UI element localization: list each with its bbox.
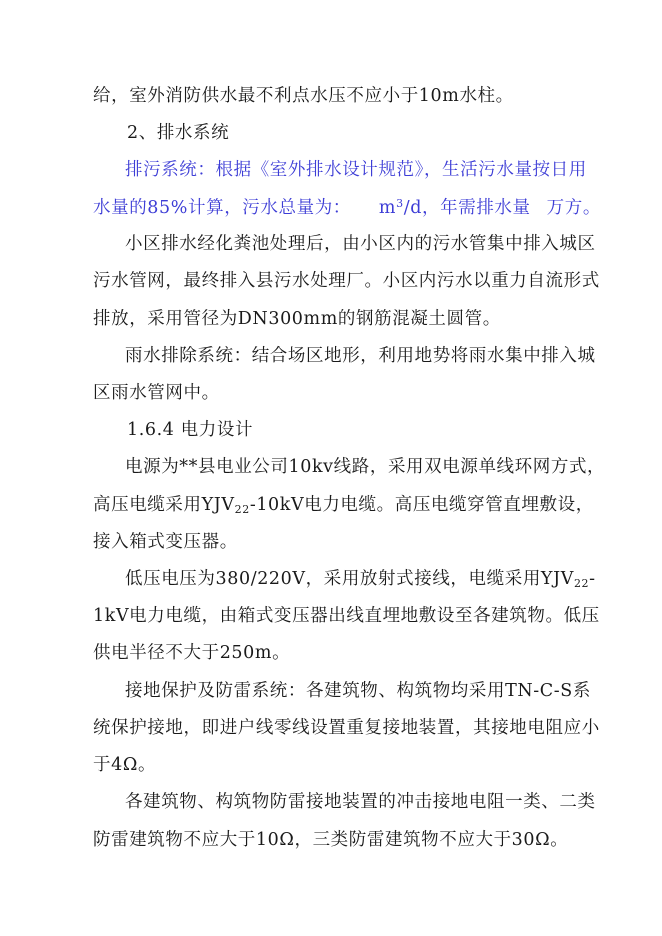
text-line: 污水管网，最终排入县污水处理厂。小区内污水以重力自流形式	[93, 271, 600, 291]
text-line: 水量的85%计算，污水总量为： $m^3/d$，年需排水量 万方。	[93, 197, 601, 218]
text-line: 高压电缆采用$YJV_{22}-10kV$电力电缆。高压电缆穿管直埋敷设，	[93, 495, 594, 516]
text-line: 各建筑物、构筑物防雷接地装置的冲击接地电阻一类、二类	[125, 792, 596, 812]
text-line: 低压电压为380/220V，采用放射式接线，电缆采用$YJV_{22}-$	[125, 569, 596, 590]
text-line: 排放，采用管径为DN300mm的钢筋混凝土圆管。	[93, 309, 501, 329]
text-line: 排污系统：根据《室外排水设计规范》，生活污水量按日用	[125, 160, 587, 180]
text-line: 小区排水经化粪池处理后，由小区内的污水管集中排入城区	[125, 234, 596, 254]
text-line: 防雷建筑物不应大于10Ω，三类防雷建筑物不应大于30Ω。	[93, 830, 569, 850]
section-heading-drainage: 2、排水系统	[127, 123, 230, 143]
text-line: 雨水排除系统：结合场区地形，利用地势将雨水集中排入城	[125, 346, 596, 366]
text-line: 给，室外消防供水最不利点水压不应小于10m水柱。	[93, 86, 514, 106]
text-line: 1kV电力电缆，由箱式变压器出线直埋地敷设至各建筑物。低压	[93, 606, 600, 626]
text-line: 于4Ω。	[93, 755, 157, 775]
section-heading-power: 1.6.4 电力设计	[127, 420, 254, 440]
text-line: 接地保护及防雷系统：各建筑物、构筑物均采用TN-C-S系	[125, 681, 591, 701]
text-line: 接入箱式变压器。	[93, 532, 238, 552]
text-line: 供电半径不大于250m。	[93, 643, 291, 663]
text-line: 统保护接地，即进户线零线设置重复接地装置，其接地电阻应小	[93, 718, 600, 738]
text-line: 区雨水管网中。	[93, 383, 220, 403]
text-line: 电源为**县电业公司10kv线路，采用双电源单线环网方式，	[125, 457, 606, 477]
